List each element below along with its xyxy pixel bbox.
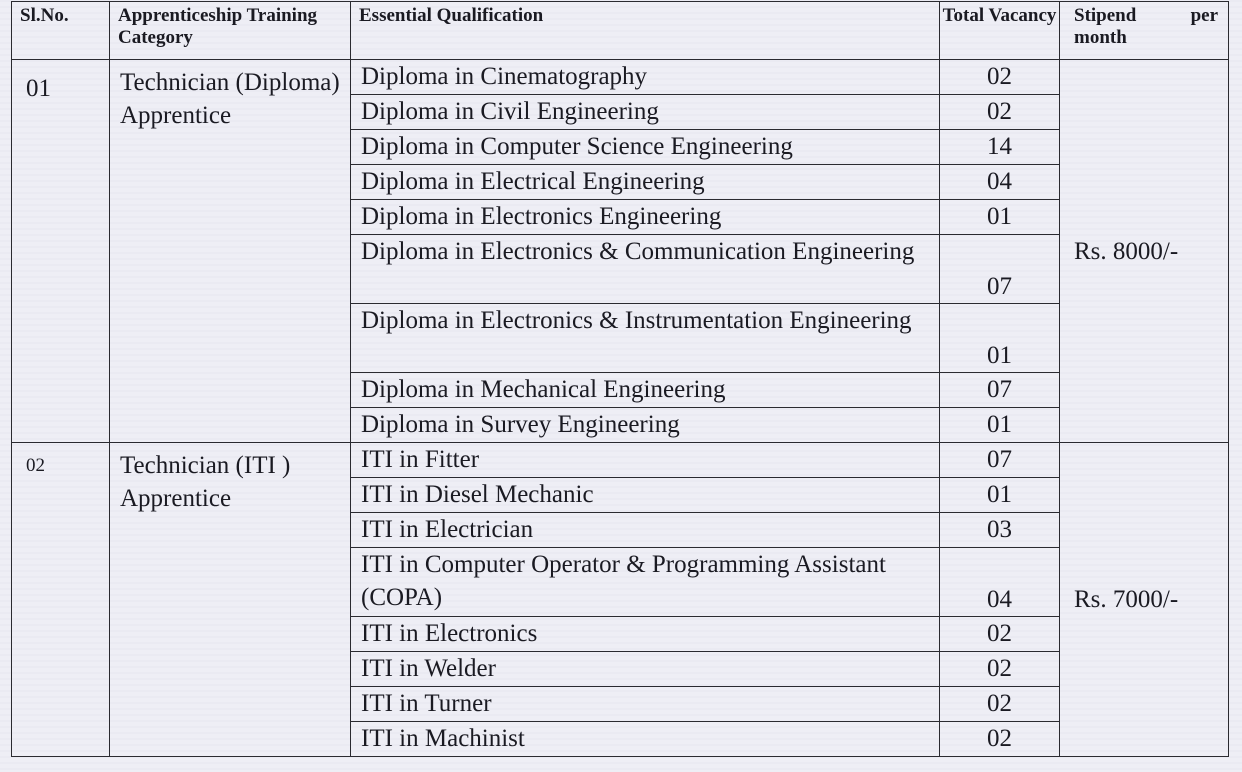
header-sl-no: Sl.No. — [12, 2, 110, 60]
header-row — [12, 2, 1229, 60]
vacancy-cell: 02 — [940, 617, 1060, 652]
qualification-cell: ITI in Turner — [351, 687, 940, 722]
vacancy-cell: 04 — [940, 548, 1060, 617]
qualification-cell: Diploma in Electronics & Communication Engineering — [351, 235, 940, 304]
category-cell: Technician (Diploma) Apprentice — [110, 60, 351, 443]
vacancy-cell: 02 — [940, 95, 1060, 130]
qualification-cell: ITI in Fitter — [351, 443, 940, 478]
vacancy-cell: 07 — [940, 373, 1060, 408]
qualification-cell: ITI in Diesel Mechanic — [351, 478, 940, 513]
qualification-cell: ITI in Machinist — [351, 722, 940, 757]
vacancy-cell: 14 — [940, 130, 1060, 165]
header-category: Apprenticeship Training Category — [110, 2, 351, 60]
vacancy-cell: 01 — [940, 478, 1060, 513]
vacancy-cell: 02 — [940, 652, 1060, 687]
vacancy-cell: 01 — [940, 304, 1060, 373]
qualification-cell: Diploma in Mechanical Engineering — [351, 373, 940, 408]
vacancy-cell: 01 — [940, 200, 1060, 235]
table-row — [12, 443, 1229, 478]
header-qualification: Essential Qualification — [351, 2, 940, 60]
qualification-cell: Diploma in Survey Engineering — [351, 408, 940, 443]
table-row — [12, 60, 1229, 95]
qualification-cell: Diploma in Electronics Engineering — [351, 200, 940, 235]
apprenticeship-table — [11, 1, 1229, 757]
vacancy-cell: 07 — [940, 443, 1060, 478]
vacancy-cell: 07 — [940, 235, 1060, 304]
header-stipend-per: per — [1190, 5, 1218, 26]
header-stipend — [1060, 2, 1229, 60]
vacancy-cell: 01 — [940, 408, 1060, 443]
qualification-cell: ITI in Electronics — [351, 617, 940, 652]
qualification-cell: Diploma in Electronics & Instrumentation Engineering — [351, 304, 940, 373]
qualification-cell: ITI in Electrician — [351, 513, 940, 548]
category-cell: Technician (ITI ) Apprentice — [110, 443, 351, 757]
header-vacancy: Total Vacancy — [940, 2, 1060, 60]
qualification-cell: Diploma in Civil Engineering — [351, 95, 940, 130]
vacancy-cell: 02 — [940, 687, 1060, 722]
qualification-cell: Diploma in Cinematography — [351, 60, 940, 95]
vacancy-cell: 02 — [940, 722, 1060, 757]
vacancy-cell: 04 — [940, 165, 1060, 200]
vacancy-cell: 03 — [940, 513, 1060, 548]
qualification-cell: ITI in Welder — [351, 652, 940, 687]
header-stipend-label: Stipend — [1074, 5, 1137, 26]
sl-number: 01 — [12, 60, 110, 443]
qualification-cell: ITI in Computer Operator & Programming Assistant (COPA) — [351, 548, 940, 617]
vacancy-cell: 02 — [940, 60, 1060, 95]
header-stipend-month: month — [1074, 27, 1127, 48]
stipend-cell: Rs. 8000/- — [1060, 60, 1229, 443]
qualification-cell: Diploma in Computer Science Engineering — [351, 130, 940, 165]
stipend-cell: Rs. 7000/- — [1060, 443, 1229, 757]
qualification-cell: Diploma in Electrical Engineering — [351, 165, 940, 200]
sl-number: 02 — [12, 443, 110, 757]
